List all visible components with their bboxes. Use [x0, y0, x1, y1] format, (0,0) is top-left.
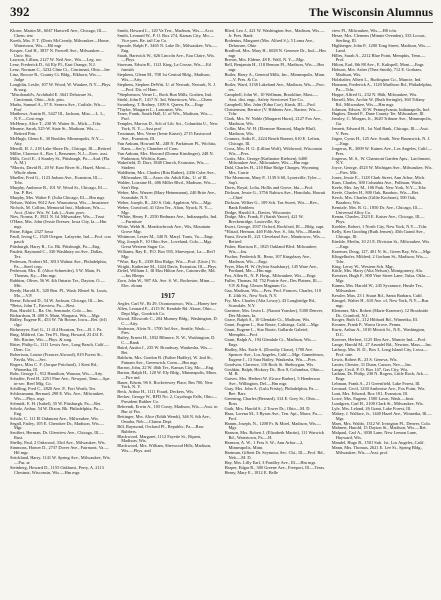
directory-entry: Fischer, Frederick B., Reno, 107 Kingsbury Ave., Madison, Wis.—Engr.: [224, 253, 312, 264]
directory-entry: Kessler, Max, 23 1 Stuart Rd., Santa Barbara, Calif.: [331, 292, 423, 298]
directory-entry: Mandel, Hugo B., 1501 Sub. 1st, Los Angeles, Calif.: [331, 440, 425, 446]
directory-entry: Kinsgel, Walter H., 610 Ave. of, New York, N.Y.—Bus mgr.: [331, 297, 429, 308]
directory-entry: Hilton, Earl, 8th 88 Ave., E. Kalispell, Mont.—Engr.: [331, 62, 425, 68]
directory-entry: Nies, Norma, P., 3921 N. Id. Milwaukee, Wis.—Trust: [10, 214, 105, 220]
directory-entry: Sproule, Ralph F., 3465 N. Lake Dr., Milwaukee, Wis.—Eng.: [117, 42, 218, 53]
directory-entry: Behrendt, Erwin A., 105 Conry, Madison, Wis.—Asst. in Bur of Fin.: [117, 404, 218, 414]
directory-entry: The Mormons, Mary P., 1139 S 60, Lyontville, Tyler—Sup't.: [224, 175, 322, 186]
directory-entry: Smith, Howard L., 120 Va Terr., Madison, Wis.—Acct.: [117, 28, 214, 33]
directory-entry: Hartman, Gilbert Dr. Seymour, Sec. Chi., Ill.—Prof. Rd., Neb.—M. D.: [224, 449, 325, 460]
directory-entry: Shelby, Paul, 2 Oakwood, 33rd Ave., Milwaukee, Wis.: [10, 440, 106, 446]
directory-entry: Troutman, Mrs. Verne (Irene Kaiser), 2715 Eastwood Ave., Evanston, Ill.: [117, 131, 212, 141]
directory-entry: Davis, Royal, Lolia, Hollis and Grove, Ida.—Prof.: [224, 185, 314, 190]
directory-entry: Merrill, H. J., 218 Lake Shore Dr., Chicago, Ill.—Retired: [10, 145, 111, 151]
directory-entry: Seuffert, Herman, Dr. Glenview Ave., Chicago, Ill.—Rust.: [10, 430, 104, 441]
directory-entry: Reedy, Harold E., 320 Ben. Pl., Wash. Bleuel St. Louis, Mo.—V.P.: [10, 288, 108, 298]
directory-entry: Bradford, Mrs. Mary H., 6028 N. Genesee Dr., Ind.—Hm mgr: [224, 47, 326, 58]
directory-entry: Goshkin, Ralph, Hickory Dr., Box 8, Columbus, Ohio—M. B.: [224, 366, 324, 377]
directory-entry: Van Ankum, Howard M., 248 N. Parkinson Pl., Wichita, Kans.—Sec'y, Chamber of Com.: [117, 140, 217, 151]
directory-entry: Pederson, Mrs. E. (Alice Schneider), 5 W. Main, Ft. Thomas, Ky.—Hm mgr.: [10, 268, 102, 279]
directory-entry: Koehler, Robert, 1 North City, New York, N.Y.—Tchr.: [331, 224, 428, 230]
directory-entry: *Stephenson, Verne L., Rock Run Mills, Goshen, Ind.: [117, 91, 212, 97]
directory-entry: Maes, Mrs. Waldo, 1312 W. Irvington Pl., Denver, Colo.: [331, 420, 431, 426]
directory-entry: Paull, Irving C., 1520 Oregon. Lafayette, Ind.—Prof. con pasch: [10, 234, 111, 244]
directory-entry: Hobson, Mrs. Asher (Thea Smith), 712 E. Gorham, Madison, Wis.: [331, 67, 422, 78]
directory-entry: "Macdonald's, Archibald E. 3641 Delaware St., Cincinnati, Ohio—Sch. prin.: [10, 91, 94, 102]
directory-entry: Robertson, Louise (Frances Alwood), 819 Forest St., Pavila, Wis.—Sec.: [10, 351, 103, 362]
directory-entry: Lange, Harold M., 27 Arundel Rd., Newton, Mass.—Ins.: [331, 342, 432, 347]
directory-entry: Waldheim, Mrs. Charles (Rita Rather), 2436 Cube Ave., Milwaukee, Ill.—Assoc dir. Adult Edu., U. of Ill.: [117, 170, 216, 181]
directory-entry: Miller, Clarence A., Box 1, Bessemer, N.J.—Exec. asst.: [10, 150, 108, 156]
directory-entry: Hesse, Mrs. Clemens (Minnie Ovenden), 333 Locust, Sterling, Ill.: [331, 32, 426, 43]
directory-entry: Dodge, Mrs. Frank, P. (Sarah Vance), 421 W. Breckenridge, Louisville, Ky.: [224, 214, 304, 225]
directory-entry: Stephens, Glenn M., 708 1st Central Bldg., Madison, Wis.—Atty.: [117, 72, 211, 83]
directory-entry: Lowe, Mrs. Eugene, 1500 Lawn, Wash.—Instr.: [331, 395, 415, 401]
directory-entry: Paulett, Raymond C., 330 Washbury on Ave., Dallas, Tex.: [10, 248, 104, 259]
directory-entry: Segall, Fatley, 105 E. Cherokee Dr., Madison, Wis.—Mgr.: [10, 420, 105, 431]
directory-entry: Hamm, Joseph, N., 1208 Fr. & Mirel, Madison, Wis.—Mgr.: [224, 420, 322, 431]
directory-entry: Jennett, Edward B., 1st Natl Bank, Chicago, Ill.—Asst. V. Pres.: [331, 126, 429, 137]
directory-entry: Smith, Leonard W., P. O. Box 274, Kansas City, Mo.—Vice pres. Re. tail Car Co.: [117, 32, 215, 43]
directory-entry: Grant, Eugene L., Star Route, Calistoga, Calif.—Mgr.: [224, 322, 320, 328]
directory-entry: Schmidt, E. H. (Isabel), 35 W. Pittsburgh, Pa.—Ret.: [10, 400, 102, 406]
directory-entry: Dickson, Jessie G., 3756 Nahiwa Ave., Honolulu, Hawaii—Chief: [224, 189, 326, 200]
directory-entry: *Morris, David B., 20 W. Kaw River St., Hazel, Mont.—Whole ahem.: [10, 165, 111, 176]
directory-entry: Kosmer, Frank P., Wawa Grove, Penna.: [331, 322, 402, 328]
directory-entry: Meanse, Sarah, 525-W. State St., Madison, Wis.—Retired Prin.: [10, 126, 99, 137]
directory-entry: Matthews, Austin R., 5427 Ill., Jackson, Miss.—L. L., N.Y.—Cost engr.: [10, 111, 106, 122]
directory-entry: Harper, Edgar R., 300 Greene Ave., Freeport, Ill.—Treas.: [224, 464, 326, 470]
directory-entry: Van Ankum, Mrs. Howard (Dorma Kinslinger), 248 N. Parkinson, Wichita, Kans.: [117, 150, 214, 161]
directory-entry: Graves, Mrs. Herbert W. (Grace Barber), 5 Henderson Ave., Willington, Del.—Hm mgr.: [224, 376, 320, 387]
directory-entry: Lenz, Norman C., 3232 Cline Ct., Cincinnati, Ohio—Inv: [10, 67, 111, 73]
directory-entry: Lyle, Mrs. Leland, 26 Grant, Lake Forest, Ill.: [331, 405, 412, 411]
directory-entry: Hughes, Daniel F., Dane County Ter. Milwaukee, Ill.: [331, 111, 425, 117]
directory-entry: Greening, Charles (Bernard), 314 E. Grey St., Ohio—Boss: [224, 395, 320, 406]
directory-entry: *Reiss, John T., Fairview, Pa.—Rest.: [10, 302, 76, 308]
directory-entry: Fisher, Harrison E., 1825 Oakland Blvd. Milwaukee, Wis.—Ins.: [224, 243, 318, 254]
directory-entry: Loughlin, Leslie, 107 W. Wood, W. Waukee, N.Y.—Phys. & surg.: [10, 81, 112, 92]
directory-entry: Becker, George W., RFD No. 2, Cuyahoga Falls, Ohio—President Rubber Co.: [117, 394, 217, 405]
directory-entry: Kelly, Ken Gooding (Ruth Jensen), 45th Grand Ave., Chicago, Ill.: [331, 229, 425, 240]
directory-entry: Kreutzer, Hugh F., 800 Vine Street Lane, Tulsa, Okla.—Mgr.: [331, 273, 431, 284]
directory-entry: Temples, Marcus D., Sch of Lib. Sci., Columbia U., New York, N. Y.—Asst prof: [117, 121, 218, 132]
directory-entry: Blackwood, Mrs. William, Sherwood Hills, Madison, Wis.—Phys. and: [117, 443, 212, 454]
directory-entry: Hanson, Mrs. Robert J. (Elizabeth Martin), 111 Warwick Rd., Watertown, Pa.—H.: [224, 430, 325, 441]
directory-entry: Leonard, Cecil, 1230 Ambroise Ave., Fox Point, Wis.: [331, 386, 426, 392]
directory-entry: Clark, Mrs. W. Noble (Margaret Hurst), 2127 Fox Ave., Madison, Wis.: [224, 116, 323, 127]
directory-entry: Gaa, Madison, Wis.—Pres. Prof. Frances, Charles, 110 E. 24th St., New York, N.Y.: [224, 288, 322, 298]
directory-entry: Blied, Leo J., 421 W. Washington Ave., Madison, Wis.—Jr. Pres. Bank: [224, 28, 325, 38]
directory-entry: Jones, Jessie E., 1128 Clark Street, Ann Arbor, Mich.: [331, 175, 426, 181]
directory-entry: Klemmer, Mrs. Robert (Marie Kraemer), 12 Brookside Dr., Cranford, N.J.: [331, 307, 429, 318]
directory-entry: Homann, Frederick A., 1120 Marlboro Rd., Philadelphia, Pa.—Tchr.: [331, 81, 433, 92]
page-header: [10, 4, 433, 23]
directory-entry: Mann, Mrs. Thomas, 2621 E. Lee St., Spring Bldg., Milwaukee, Wis.—Asst. prof.: [331, 445, 423, 455]
directory-entry: Ewert, George, 2937 Oxford, Rockford, Ill.—Bldg. supt.: [224, 224, 325, 230]
directory-entry: Kroger, Ruth G., 212 Hibbard Rd., Winnetka, Ill.: [331, 317, 418, 323]
directory-entry: Mahnert, Harold, 15 Dayton St., Madison, Wis.—Ret.: [331, 425, 427, 431]
directory-entry: Faust, Erwin R., 221 Cleveland Ave., Manitowoc, Wis.—Retired: [224, 234, 326, 244]
directory-entry: Mills, Cecil E., 4 Stanley St., Pittsburgh, Pa.—Aud. (Fla. A. M.): [10, 155, 111, 166]
directory-entry: Lunt, Mrs. Edward, Box 101, Evanston, Ill.: [331, 391, 409, 397]
directory-entry: Pittsburgh, Harry R., Co. Bk. Pittsburgh, Pa.—Eng.: [10, 243, 101, 249]
directory-entry: Rohr, George J., 912 Hamilton, Wausau, Wis.—Atty.: [10, 371, 104, 377]
directory-entry: McHugh, Glenn E., 30 Boulder, Minneapolis, N.Y.—Atty.: [10, 135, 104, 146]
directory-entry: Grace, Ralph A., 10 Glendale Ct., Madison, Wis.: [224, 317, 311, 323]
directory-entry: Baird, Austin J., 235 W. Broadway, Waukesha, Wis.—Ret.: [117, 345, 213, 356]
directory-entry: Zorn, John W., 987 Alt. Ave. S. W., Rochester, Minn.—Elec. elonm: [117, 278, 215, 289]
directory-entry: Lundgren, Carl H., 2100 Clark St., Milwaukee, Wis.: [331, 400, 424, 406]
directory-entry: Malpaul, Carl A., 3030 Lane, New Lemon Lane, Hayward, Wis.: [331, 430, 418, 441]
directory-entry: Barton, Ralph H., 120 W. Ely Bldg., Minneapolis, Minn.—Fire ind.: [117, 369, 217, 380]
directory-entry: Staab, Hartwick W., 626 Lincoln Ave., Eau Claire, Wis.—Phys.: [117, 52, 215, 63]
directory-entry: Linz, Roscoe R., County Ct. Bldg., Elkhorn, Wis.—Judge: [10, 72, 102, 83]
directory-entry: Karn, Charles, 300 Columbia Ave., Pullman, Wash.: [331, 180, 422, 186]
directory-entry: King, Leroy W., Western Sch. Mgr.: [331, 263, 394, 269]
directory-entry: Alwod, Ellsworth C., 204 Munsey Bldg., Washington, D. C.—Atty.: [117, 315, 218, 326]
directory-entry: Wig, Joseph F., 10 Ohio Ave., Loveland, Colo.—Mgr. Great Western Sugar Co.: [117, 238, 212, 249]
directory-entry: Williams, Ray E., P.O. Box 935, Shreveport, La.—Ret'l Mgr: [117, 248, 215, 259]
directory-entry: Keefe, Charles H., 800 Oak, Baraboo, Wis.—Ret.: [331, 189, 420, 195]
directory-entry: Beck, Arthur H., 1111 Fourd, Deckers, Wis.: [117, 389, 195, 395]
directory-entry: Cross, Mrs. H. G. (Lillian Wolf), Wildwood, Wisconsin Wis.—Pres.: [224, 145, 322, 156]
directory-entry: Zirbel, William J., Ill Elm Hilton Ave., Catonsville, Md.—Ins Bleeps: [117, 268, 216, 279]
directory-entry: Joyce, George, 4525 W. Michigan Ave., Milwaukee, Wis.—Pres. Mfr.: [331, 165, 433, 176]
directory-entry: Lathrop, Mrs. R. D., Box 3, Long Island City, Lowa—Prof. rate.: [331, 346, 428, 357]
directory-entry: *Taylor, Margaret L., Lancaster, Wis.: [117, 106, 183, 112]
directory-entry: Simmons, Homer D., 2737 Dover Ave., Fairmont, Va.—Hil mgr.: [10, 445, 109, 455]
directory-entry: Mueller, Fred G., 1123 Judson Ave., Evanston, Ill.—Tchr.: [10, 175, 103, 186]
directory-entry: Aegler, Carl W., Rt 29, Oconomowoc, Wis.—Honey bee: [117, 301, 217, 307]
directory-entry: Ritter, Philip G., 1111 Lewis Ave., Long Beach, Calif.—Dem. Co.: [10, 342, 110, 352]
directory-entry: Paine, Edgar, 2327 Iowa: [10, 229, 54, 235]
directory-entry: Marks, Samuel A., 57 E. Seneca Ave., Carlisle, Wis.—Prof: [10, 101, 106, 112]
directory-entry: Haas, Lorena M., 3 Byron Ave., Ten. Apt., Mawr, Pa.—Prof.: [224, 410, 323, 421]
directory-entry: Fryer, Max H. W. (Sylvia Saulsbury), 145 Ware Ave., Portland, Me.—Hm mgr.: [224, 263, 319, 274]
directory-entry: Goodwin, Clarence, 116 Rock St. Sheboygan, Wis.: [224, 361, 315, 367]
directory-entry: Hoppe, Alfred G., 232 N. 86th, Milwaukee, Wis.: [331, 91, 418, 97]
directory-entry: Blackwood, Margaret, 1112 Fayette St., Ripant, Madison, Wis.: [117, 433, 201, 444]
directory-entry: Schlossmann, Bernard, 298 E. Wis. Ave., Milwaukee, Wis.—Phys. mgr.: [10, 391, 105, 401]
directory-entry: Gaertner, Mrs. Irwin L. (Naomi Yoncker), 5300 Denver, Des Moines, Ia.: [224, 307, 324, 318]
directory-entry: Swanberg, T. Rodney, 1109 S. Queen, Pa.—Engr: [117, 101, 204, 107]
directory-entry: Steinberg, Howard D., 1155 Oakhurst, Perry, A. 2113 Chestnut, Wisconsin, Wis.—Hm mgr.: [10, 464, 104, 475]
directory-entry: Barron, John, 22 W. 46th Ter., Kansas City, Mo.—Eng.: [117, 364, 215, 370]
directory-entry: Collin, Mrs. W. H. (Eleanore Hanson), Maple Bluff, Madison, Wis.: [224, 126, 316, 137]
directory-entry: Wright, Katherine M., 1424 Davis, Evanston, Ill.—Phys.: [117, 263, 218, 269]
directory-entry: Keele, Mrs. Jay M., 106 Park. New York, N.Y.—Tchr.: [331, 185, 427, 190]
directory-entry: Dickson, Wilber G., 109 Sch. Tea Sweet, Wis.—Rev., Bank Emblem: [224, 199, 319, 210]
column-4: [332, 29, 433, 475]
directory-entry: Horsell, Mrs. Archie W. (Ruth Seringle), 360 Tiffany Rd., Milwaukee, Wis.—Hm mgr.: [331, 96, 425, 107]
journal-title: The Wisconsin Alumnus: [308, 5, 433, 19]
directory-entry: Strickland, Harry, 1141 W. Spring Ave., Milwaukee, Wis.—Pur. ar: [10, 454, 111, 465]
column-3: [225, 29, 326, 475]
directory-entry: Kloser, Martin M., 6047 Hartwell Ave., Chicago, Ill.—Chem. test: [10, 28, 107, 38]
directory-entry: Stiehl, John F., 1417 N. 3rd, Watertown, Wis.—Chem: [117, 96, 212, 102]
directory-entry: Pederson, Norbert M., 3813 Walnut Ave., Philadelphia, Pa.—Steel corp.: [10, 258, 107, 269]
directory-entry: Holzhalter, Albert L., Burlington Co., Muncie, Ind.: [331, 77, 422, 83]
directory-entry: Nichols, M. Collins, Memorial Inst., Madison, Wis.—Acct. (Univ. Wis. W. Lab.)—Auto. prov.: [10, 204, 105, 215]
column-2: [117, 29, 218, 475]
directory-entry: Wakefield, D. Dorr, 1848 Church, Evanston, Wis.—Student: [117, 160, 209, 171]
directory-entry: Mabey, J. Wallace, Jr., 1440 Hazel Ave., Winnetka, Ill.—Mgr.: [331, 410, 432, 421]
directory-entry: Kurtz, Arthur A., 1010 Merritt St., N.E., Washington, D.C.: [331, 327, 426, 338]
directory-entry: Koerner, Herbert, 1125 Elm Ave., Muncie Ind.—Prof.: [331, 337, 427, 343]
directory-entry: Curtis, Mrs. George (Katharine Kiebsen), 6400 Milwaukee Ave., Milwaukee, Wis.—Hm mgr.: [224, 155, 310, 166]
directory-entry: Ring, Mildred, Cm. Ten Pl., Ring, Howard, Zl 431 E. 8th. Racine, Wis.—Phys. & surg.: [10, 332, 104, 343]
directory-entry: Gray, Mrs. John A. (Lulu Frisby), Philadelphia, Pa.—Bee. Barr.: [224, 386, 319, 397]
directory-entry: Richardson, H. 400 S. Main, Waupaca, Wis.—Mgr.: [10, 312, 101, 318]
directory-entry: Johnson, Edwin, 10 W. Pennsylvania, Indianapolis, Ind.: [331, 106, 430, 112]
directory-entry: Rickmeyer, Earl G., 11 414 Houston, Tex.—B. I. Pa.: [10, 327, 103, 333]
directory-entry: Bettinger, Mrs. Alice (Edith Wendt), 346 N. 6th Ave., Omaha, Neb.—Claims Dept.: [117, 413, 211, 424]
directory-entry: Rabbins, Oliver, 56 W. 4th Ontario Ter., Dayton, O.—Mfr.: [10, 278, 105, 289]
directory-entry: Murphy, Mrs. Walter F. (Julia Chicago, Ill.—Hm mgr.: [10, 194, 105, 200]
directory-entry: Campbell, John W., 10 Wellman, Brookline, Mass.—Asst. dist. engr., Safety Serviceset Tire Co.: [224, 91, 318, 102]
directory-entry: Ridley, Eugene R., 453 W. 7th Boone, Iowa—Ret. (frl) clgo: [10, 317, 107, 328]
directory-entry: Lewis, Robert B., 23 S. Geneva, Wis.: [331, 356, 398, 362]
directory-entry: Scholz, C. 111 El Oakmont Ave., Milwaukee, Wis.: [10, 415, 99, 421]
class-year-heading: 1917: [160, 292, 175, 301]
directory-entry: Bell, Benjamin H., 118 Benson Pl., Madison, Wis.—Hm mgr.: [224, 62, 324, 73]
directory-entry: Kemiale, Mrs. R. G., 1850 Dr. Ave., Chicago, Ill.—Universal Alloy Co.: [331, 204, 423, 215]
directory-entry: Hay, Mrs. Lilly Earl, 3 Pondley Ave., Ill.—Hm mgr.: [224, 459, 316, 465]
directory-entry: Dahl, Charles H., 210 Blue Ridge Charges, Wyoming Mrs. Carrie: [224, 165, 319, 176]
page-number: 392: [10, 4, 30, 19]
directory-entry: Henry, Mary E., 1812 E. Belle: [224, 469, 278, 475]
directory-entry: Guth, Mrs. Harold S., 2 Tower Dr., Ohio—M. D.: [224, 405, 311, 411]
directory-entry: Whitmore, Lester M., 340 N. Maryl. Toms, Va.—Engr.: [117, 234, 214, 240]
directory-entry: Kittle, Mrs. Harry (Alta Nelson), Montgomery, Ala.: [331, 268, 423, 274]
directory-entry: Christensen, Bernice (V. Hibbens Ave., Racine, Wis.—Tchr.: [224, 106, 321, 117]
directory-entry: Scholz, Arthur, 54 W. Dixon, Bk. Philadelphia, Pa.—Eng.: [10, 405, 104, 416]
directory-entry: White, Webb B., Meadowbrook Ave., Wis, Mountain Grove Mgr.: [117, 224, 211, 235]
directory-entry: Brown, Mrs. Eldene, 48 E. Wall, N. Y.—Mgr.: [224, 57, 305, 63]
directory-entry: Klingelhofer, Mildred, 2 Gorham St., Madison, Wis.—Tchr.: [331, 253, 429, 264]
directory-entry: Fry, Mrs. Charles (Alta Lowry), 43 Longbridge Rd., Scarsdale, N.Y.: [224, 297, 317, 308]
directory-entry: Kamm, Mrs. Harold W., 245 Sycamore, Hustle Ter., Milwaukee.: [331, 283, 424, 294]
directory-entry: Murphy, Ambrose B., 101 W. Wood St., Chicago, Ill.—Ins. P. Ret.: [10, 185, 108, 195]
directory-entry: Schaffer, Fred H., 2251 Pine Ave., Newport, Tenn.—Spe. in-sec. Reel Mfg. Co.: [10, 376, 111, 387]
directory-entry: Highberger, John P., 1200 Tong Street, Madison, Wis.—Land.: [331, 42, 431, 53]
directory-entry: Kraemer, Doug, 127, 401 N. St., Green Bay, Wis.—Mgr.: [331, 248, 432, 254]
directory-entry: Latham, Dr. Philip, 230 N. Rogers, Little Rock, Ark.—Engr.: [331, 371, 429, 382]
directory-entry: Lange, Cecil, P. O. Box 147, Gas City, Wis.: [331, 366, 409, 372]
directory-entry: Jirgee, Cyrus H., 125 Ave. South, New Brunswick, N. J.—Engr.: [331, 135, 431, 146]
directory-entry: Koeth, Mrs. F. T. (Doris McCready, Milwaukee—Home, Watertown, Wis.—Hil mgr: [10, 37, 110, 48]
directory-entry: Lenz, Frederick D., 64 Ely Pl., East Orange, N.J.: [10, 62, 96, 68]
column-1: [10, 29, 111, 475]
directory-entry: Kimble, Merlin, 10 21 E. Division St., Milwaukee, Wis.—Engr.: [331, 238, 431, 249]
directory-entry: Bodenius, Margaret (Mrs. Alfred S.), 5 Loma Ave., Delaware, Ohio: [224, 37, 315, 48]
directory-entry: Teare, Frank, South Hall, U. of Wis., Madison, Wis.—Prof.: [117, 111, 213, 122]
directory-entry: Stephens, Stephen DeWitt, U. of Newark, Newark, N. J.—Prof. Dir. of Ham.: [117, 81, 216, 92]
directory-entry: *White, Henry F., 2550 Bedmars Ave., Indianapolis, Ind.—Furniture: [117, 214, 218, 225]
directory-entry: O'Hara, Mrs. John (Jessie Dresser, Iowa City, Ia.—Hm mgr.: [10, 219, 107, 230]
directory-entry: Lehman, Frank A., 21 Greenfield, Lake Forest, Ill.: [331, 381, 421, 387]
directory-entry: Bauer, Edwin, 96 S. Rockviewey Place, Rm 700, New York, N. Y.: [117, 379, 213, 390]
directory-entry: Fuller, Thomas, M. 752 Prairie Ave., Des Plaines, Ill.—V.P. & Eng. Uleson Magnum Co.: [224, 278, 323, 289]
directory-entry: Jorgerus, B., 3009 W. Kaines Ave., Los Angeles, Calif.—Pres.: [331, 145, 433, 156]
directory-entry: Hadley, Mrs. Earle A. (Dorothy Chase), 1700 Ave. Spencer Ave., Los Angeles, Calif.—Mgr. Gumedenox, Eugene J., 13 Sara Bailey, Waukesha, Wis.—Pres.: [224, 346, 325, 362]
directory-entry: *Wise, Ray E., 2338 Elm Ridge, Wis.—Prof. (Univ.) Vt.: [117, 258, 217, 264]
directory-entry: Connors, Ardis E., 2224 Beach Bonnet, 610 E. Lefton, Chicago, Ill.: [224, 135, 321, 146]
directory-entry: Fox, Allen R., N. P. Hosp., Milwaukee, Wis.—Engr.: [224, 273, 317, 279]
directory-entry: Jorgerus, M. S., W. Charmont Garden Apts., Larchmont, N.Y.: [331, 155, 431, 166]
directory-entry: Baldwin, Mrs. Gordon B. (Esther Hadley), W. 2nd St., Putnam Ave., Greenwich, Conn.—Hm mgr.: [117, 355, 213, 365]
directory-entry: Walder, Lorraine H., 406 Miller Blvd., Madison, Wis.—Sen'r Rep.: [117, 180, 216, 190]
directory-entry: Harmon, A. W., 1 Fess S. W., Ann Arbor—2, Minneapolis, Minn.: [224, 440, 304, 451]
directory-entry: Weber, Crawford, 41 Glen Ter., Alton, Nyack, N. Y.—Mgr.: [117, 204, 213, 215]
directory-entry: Jensley, C. Morgan, Jr., 3620 Tribune Ave., Minneapolis, Ga.: [331, 116, 432, 127]
directory-entry: Kerch, Mrs. Charles (Gillie Kochnes), 500 Oak, Baraboo, Wis.: [331, 194, 417, 205]
directory-entry: Bailey, Ernest H., 1832 Bllmore, N. W., Washington, D. C.—Bank: [117, 335, 216, 346]
directory-entry: Hilles, Sarah A., 2212 Blue Point, Memphis, Tenn.—Prof.: [331, 52, 426, 63]
directory-entry: *Elstad, Herman, 440 Fifth Ave. S., Ida, Wis.—Blanks: [224, 229, 321, 235]
directory-entry: Kosper, Carl H., 3837 N. Farwell Ave., Milwaukee—Univ. Stu.: [10, 47, 104, 58]
directory-entry: Bill, Raymond, Orchard Pl., Republic, Pa.—Raw Rubbers.: [117, 423, 204, 434]
directory-entry: Lanier, Chester, 31 Dunn, Carson, Nev.—Ins.: [331, 361, 412, 367]
directory-entry: Kenan, Charles, 2323 E. Kaiser Ave., Chicago, Ill.—Phys.: [331, 214, 425, 225]
directory-entry: Butler, Ward, 3138 Lakeland Ave., Madison, Wis.—Proc. res.: [224, 81, 326, 92]
directory-entry: Anderson, Alvin N., 1700 3rd Ave., Seattle, Wash.—Pres.: [117, 325, 210, 336]
directory-entry: Schilling, Fred C., 2820 Ave. P., Fort Worth, Tex.: [10, 386, 97, 392]
directory-entry: Weber, Mrs. Warren (Mary Heinemann), 240 Brite Ave., Scarsdale, N.Y.: [117, 189, 217, 200]
directory-entry: Stavrum, Edwin R., 1121 King, La Crosse, Wis.—Ed furnish: [117, 62, 211, 73]
directory-entry: Reese, Edward D., 54 W. Jackson, Chicago, Ill.—Ins.: [10, 297, 105, 303]
directory-entry: Grant, Ralph A., 194 Glendale Ct., Madison, Wis.—Engr.: [224, 337, 317, 347]
directory-entry: Campbell, Mrs. John (Edna Coe), Kinsh, III.—Prof.: [224, 101, 316, 107]
directory-entry: Rau, Harold L., Ra. Ort, Seminole, Colo.—Ins.: [10, 307, 93, 313]
columns: [10, 29, 433, 475]
directory-entry: view Pl., Milwaukee, Wis.—HS tchr.: [331, 28, 397, 33]
directory-entry: Lawson, Lillian, 2127 W. Neil Ave., Wis.—Leg. sec.: [10, 57, 103, 63]
directory-entry: Rogers, Miss C. F. (Jacque Pritchard), 1 Kent Rd., Winnetka, Ill.: [10, 361, 99, 372]
directory-entry: Butler, Harry A., General Mills, Inc., Minneapolis, Minn.—V. Pres. & Co.: [224, 72, 326, 83]
directory-entry: Dodge, Harold A., Davies, Wisconsin: [224, 209, 291, 215]
directory-entry: Nelson, Walter, 9612 Ave. Wauwatosa, Wis.—Insurance: [10, 199, 109, 205]
directory-entry: Weber, Joseph, R., 220 S. Oak, Appleton, Wis.—Mgr.: [117, 199, 212, 205]
directory-entry: Allen, Leonard E., 4115 W. Kendale Rd. Akron, Ohio—Dept Mgr., Goodrich Co.: [117, 305, 216, 316]
directory-entry: McHenry, Alice T., 230 W. Waiter St., Mich.—Tchr.: [10, 121, 102, 127]
directory-entry: Grant, Eugene L., Star Route, Gallardo Gabriel, Memphis—Prof.: [224, 327, 309, 338]
